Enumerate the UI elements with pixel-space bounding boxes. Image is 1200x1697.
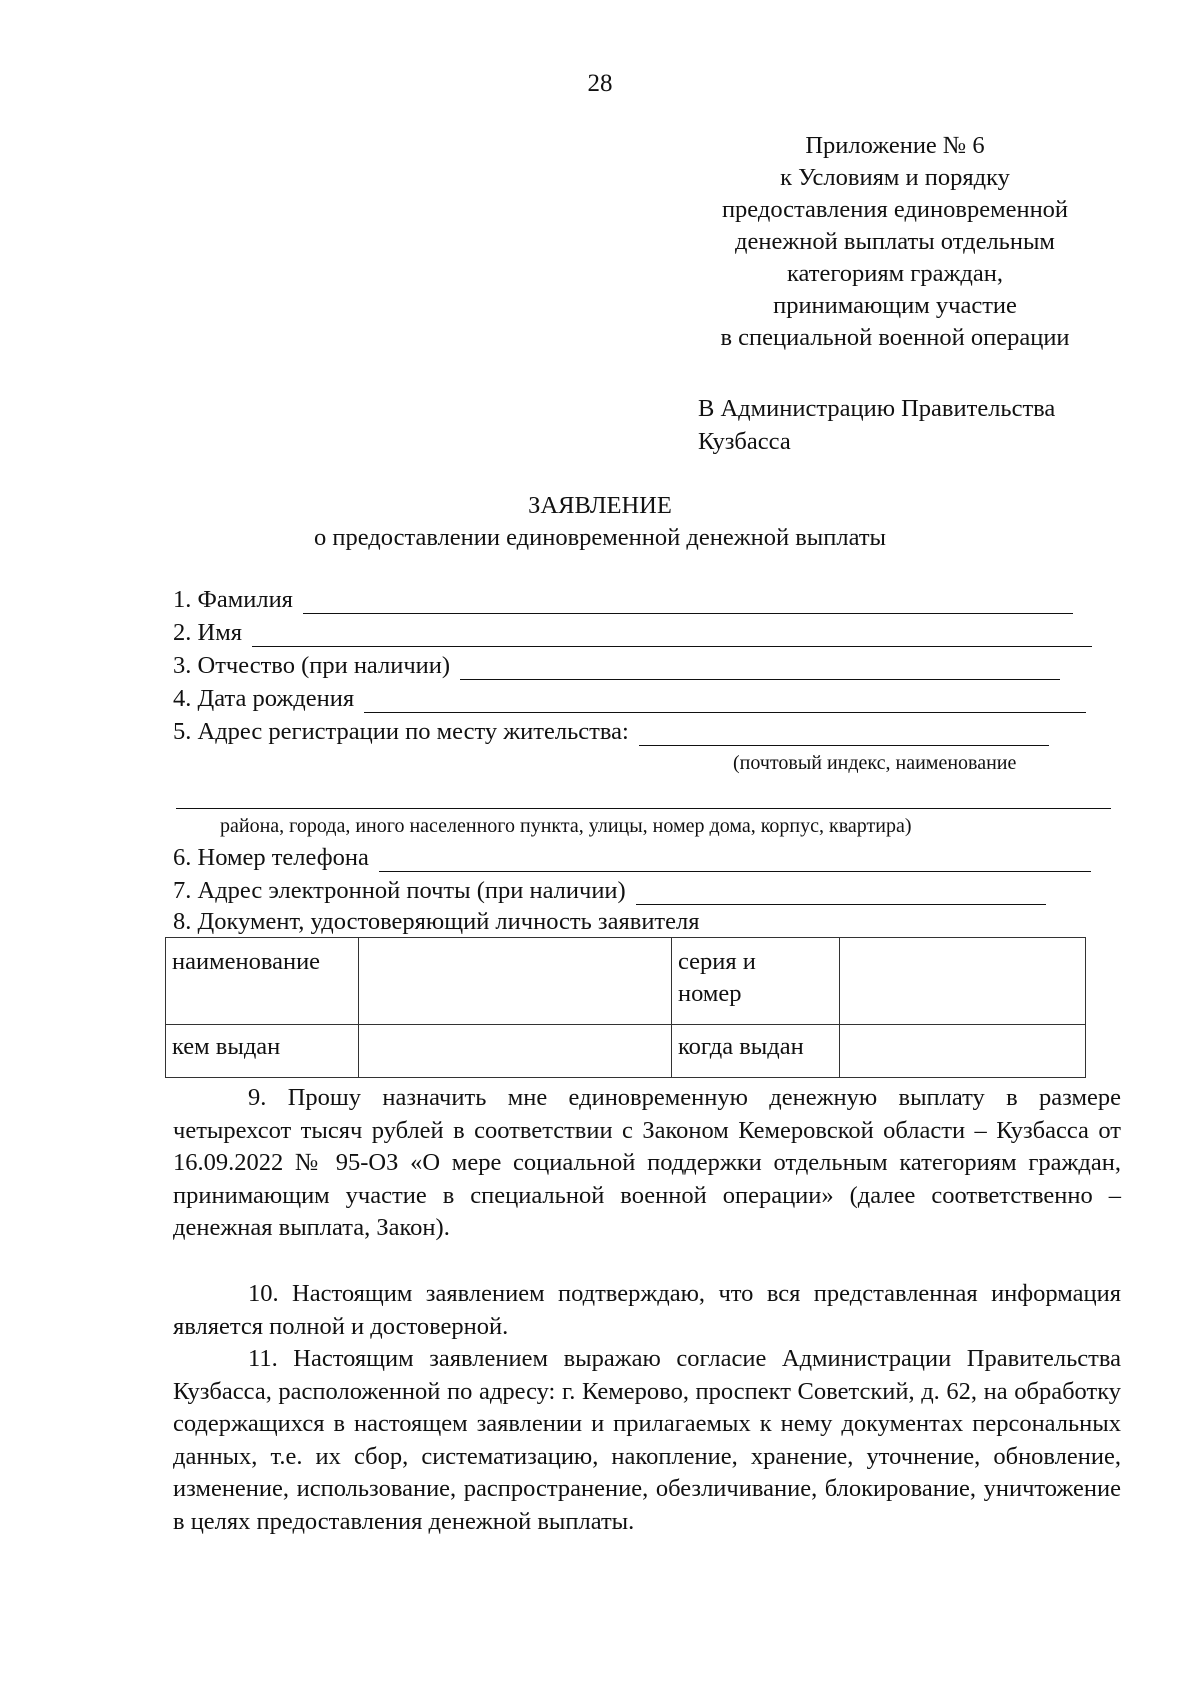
address-row (173, 718, 1049, 746)
paragraph-11-text: 11. Настоящим заявлением выражаю согласие Администрации Правительства Кузбасса, расположенной по адресу: г. Кемерово, проспект Советский, д. 62, на обработку содержащихся в настоящем заявлении и прилагаемых к нему документах персональных данных, т.е. их сбор, систематизацию, накопление, хранение, уточнение, обновление, изменение, использование, распространение, обезличивание, блокирование, уничтожение в целях предоставления денежной выплаты. (173, 1345, 1121, 1535)
email-field[interactable] (636, 882, 1046, 905)
page-number: 28 (587, 70, 613, 97)
table-row (166, 1025, 1086, 1078)
phone-row (173, 844, 1091, 872)
appendix-line: принимающим участие (773, 292, 1017, 319)
series-value-cell[interactable] (840, 938, 1086, 1025)
name-value-cell[interactable] (359, 938, 672, 1025)
title-heading: ЗАЯВЛЕНИЕ (528, 492, 672, 519)
surname-row (173, 586, 1073, 614)
paragraph-10-text: 10. Настоящим заявлением подтверждаю, что вся представленная информация является полной и достоверной. (173, 1280, 1121, 1340)
surname-label: 1. Фамилия (173, 586, 293, 613)
paragraph-11 (173, 1343, 1121, 1539)
patronymic-row (173, 652, 1060, 680)
email-row (173, 877, 1046, 905)
email-label: 7. Адрес электронной почты (при наличии) (173, 877, 626, 904)
name-label: 2. Имя (173, 619, 242, 646)
name-label-cell: наименование (166, 938, 359, 1025)
birth-date-field[interactable] (364, 690, 1086, 713)
document-title (0, 490, 1200, 554)
appendix-line: в специальной военной операции (720, 324, 1070, 351)
series-label-line-2: номер (678, 980, 742, 1007)
surname-field[interactable] (303, 591, 1073, 614)
name-field[interactable] (252, 624, 1092, 647)
issue-date-value-cell[interactable] (840, 1025, 1086, 1078)
patronymic-field[interactable] (460, 657, 1060, 680)
id-document-row (173, 908, 700, 936)
address-label: 5. Адрес регистрации по месту жительства: (173, 718, 629, 745)
patronymic-label: 3. Отчество (при наличии) (173, 652, 451, 679)
addressee (698, 392, 1158, 458)
address-field[interactable] (639, 723, 1049, 746)
appendix-line: категориям граждан, (787, 260, 1003, 287)
title-subheading: о предоставлении единовременной денежной выплаты (313, 524, 887, 551)
phone-label: 6. Номер телефона (173, 844, 369, 871)
id-document-label: 8. Документ, удостоверяющий личность заявителя (173, 908, 700, 935)
issued-by-value-cell[interactable] (359, 1025, 672, 1078)
appendix-header (660, 130, 1130, 354)
appendix-line: Приложение № 6 (805, 132, 985, 159)
name-row (173, 619, 1092, 647)
series-label-line-1: серия и (678, 948, 756, 975)
paragraph-9-text: 9. Прошу назначить мне единовременную денежную выплату в размере четырехсот тысяч рублей в соответствии с Законом Кемеровской области – Кузбасса от 16.09.2022 № 95-ОЗ «О мере социальной поддержки отдельным категориям граждан, принимающим участие в специальной военной операции» (далее соответственно – денежная выплата, Закон). (173, 1084, 1121, 1242)
phone-field[interactable] (379, 849, 1091, 872)
addressee-line-2: Кузбасса (698, 428, 791, 455)
address-hint-1: (почтовый индекс, наименование (733, 752, 1017, 774)
issued-by-label-cell: кем выдан (166, 1025, 359, 1078)
series-label-cell (672, 938, 840, 1025)
appendix-line: предоставления единовременной (721, 196, 1069, 223)
paragraph-10 (173, 1278, 1121, 1343)
table-row (166, 938, 1086, 1025)
birth-date-row (173, 685, 1086, 713)
address-continuation-field[interactable] (176, 808, 1111, 809)
appendix-line: денежной выплаты отдельным (735, 228, 1055, 255)
appendix-line: к Условиям и порядку (780, 164, 1010, 191)
address-hint-2: района, города, иного населенного пункта, улицы, номер дома, корпус, квартира) (220, 815, 912, 837)
addressee-line-1: В Администрацию Правительства (698, 395, 1056, 422)
birth-date-label: 4. Дата рождения (173, 685, 355, 712)
issue-date-label-cell: когда выдан (672, 1025, 840, 1078)
id-document-table (165, 937, 1086, 1078)
paragraph-9 (173, 1082, 1121, 1245)
